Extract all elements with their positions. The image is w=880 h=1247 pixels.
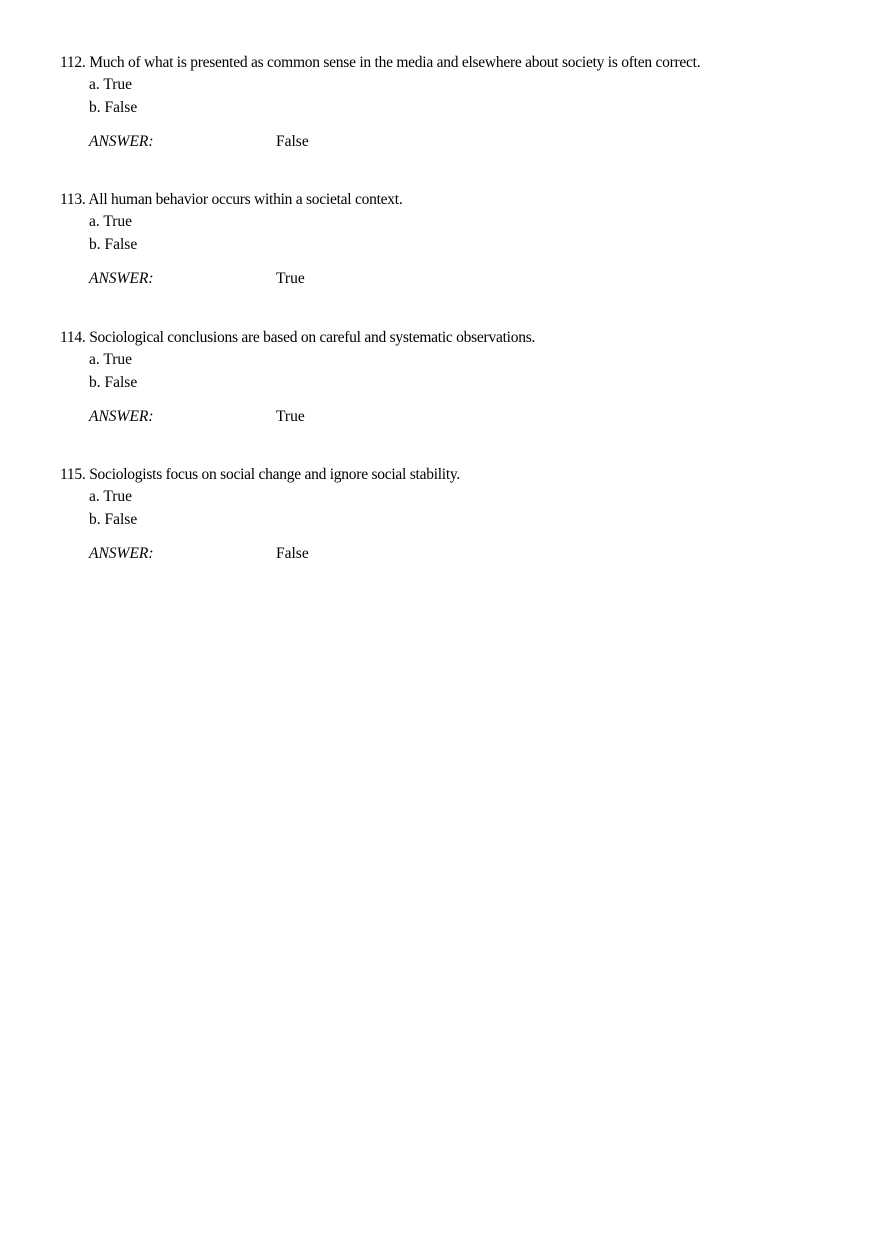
question-text: Sociological conclusions are based on careful and systematic observations. xyxy=(89,329,536,346)
answer-value: True xyxy=(276,408,305,425)
option-a: a. True xyxy=(89,488,133,505)
question-text: Much of what is presented as common sense in the media and elsewhere about society is often correct. xyxy=(89,54,701,71)
question-stem xyxy=(60,54,840,72)
option-a: a. True xyxy=(89,213,133,230)
option-a: a. True xyxy=(89,351,133,368)
question-115 xyxy=(60,466,840,563)
answer-row xyxy=(89,133,840,151)
option-b: b. False xyxy=(89,236,138,253)
answer-value: False xyxy=(276,545,309,562)
question-stem xyxy=(60,191,840,209)
option-a: a. True xyxy=(89,76,133,93)
answer-row xyxy=(89,408,840,426)
question-text: All human behavior occurs within a societal context. xyxy=(88,191,403,208)
question-stem xyxy=(60,466,840,484)
answer-label: ANSWER: xyxy=(89,408,154,425)
answer-label: ANSWER: xyxy=(89,133,154,150)
question-number: 114. xyxy=(60,329,86,346)
question-112 xyxy=(60,54,840,151)
option-b: b. False xyxy=(89,374,138,391)
question-number: 115. xyxy=(60,466,86,483)
answer-value: True xyxy=(276,270,305,287)
answer-row xyxy=(89,545,840,563)
question-113 xyxy=(60,191,840,288)
option-b: b. False xyxy=(89,511,138,528)
answer-value: False xyxy=(276,133,309,150)
question-number: 113. xyxy=(60,191,86,208)
question-stem xyxy=(60,329,840,347)
question-text: Sociologists focus on social change and ignore social stability. xyxy=(89,466,461,483)
answer-label: ANSWER: xyxy=(89,545,154,562)
answer-row xyxy=(89,270,840,288)
option-b: b. False xyxy=(89,99,138,116)
question-114 xyxy=(60,329,840,426)
answer-label: ANSWER: xyxy=(89,270,154,287)
question-number: 112. xyxy=(60,54,86,71)
